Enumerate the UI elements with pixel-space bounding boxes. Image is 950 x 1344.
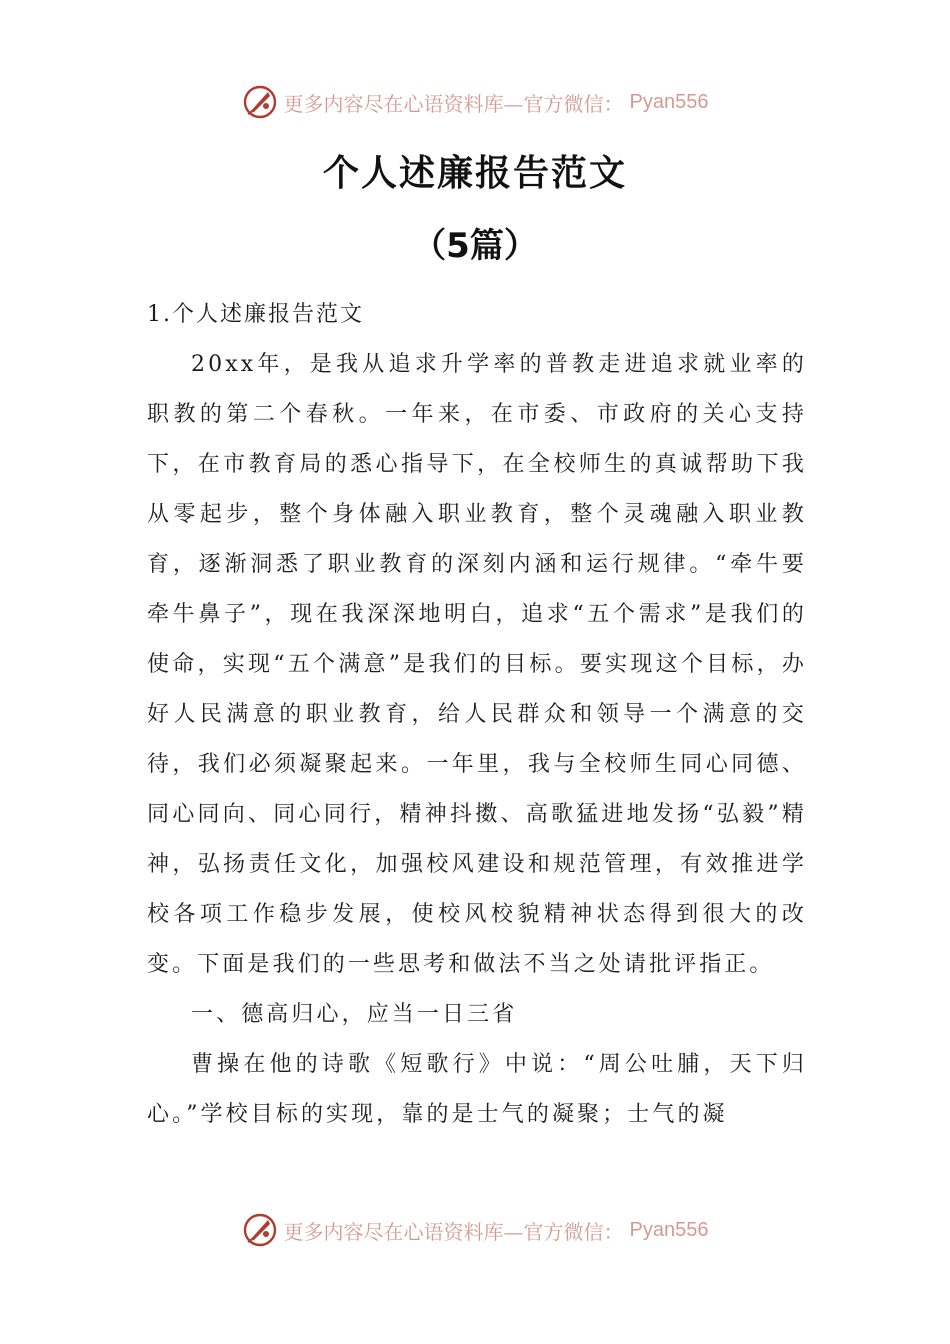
section-heading: 一、德高归心，应当一日三省 [191, 1002, 518, 1027]
document-body [147, 290, 807, 1140]
banner-text: 更多内容尽在心语资料库—官方微信： [283, 1219, 624, 1244]
body-paragraph: 20xx年，是我从追求升学率的普教走进追求就业率的职教的第二个春秋。一年来，在市委、市政府的关心支持下，在市教育局的悉心指导下，在全校师生的真诚帮助下我从零起步，整个身体融入职业教育，整个灵魂融入职业教育，逐渐洞悉了职业教育的深刻内涵和运行规律。“牵牛要牵牛鼻子”，现在我深深地明白，追求“五个需求”是我们的使命，实现“五个满意”是我们的目标。要实现这个目标，办好人民满意的职业教育，给人民群众和领导一个满意的交待，我们必须凝聚起来。一年里，我与全校师生同心同德、同心同向、同心同行，精神抖擞、高歌猛进地发扬“弘毅”精神，弘扬责任文化，加强校风建设和规范管理，有效推进学校各项工作稳步发展，使校风校貌精神状态得到很大的改变。下面是我们的一些思考和做法不当之处请批评指正。 [147, 352, 807, 977]
banner-wechat-id: Pyan556 [629, 1218, 709, 1241]
quill-logo-icon [242, 1212, 278, 1248]
banner-text: 更多内容尽在心语资料库—官方微信： [283, 91, 624, 116]
document-title: 个人述廉报告范文 [322, 153, 627, 194]
quill-logo-icon [242, 84, 278, 120]
banner-wechat-id: Pyan556 [629, 90, 709, 113]
document-subtitle: （5篇） [412, 226, 538, 266]
header-banner [0, 80, 950, 124]
section-title: 1.个人述廉报告范文 [147, 302, 364, 327]
footer-banner [0, 1208, 950, 1252]
body-paragraph: 曹操在他的诗歌《短歌行》中说：“周公吐脯，天下归心。”学校目标的实现，靠的是士气的凝聚；士气的凝 [147, 1052, 807, 1127]
